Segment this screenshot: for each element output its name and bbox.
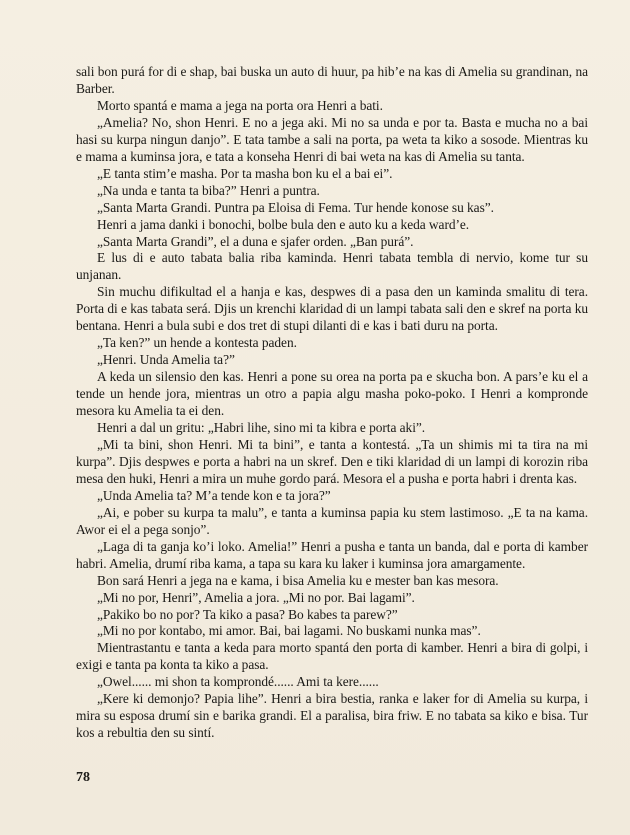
paragraph: „Henri. Unda Amelia ta?” — [97, 352, 235, 368]
paragraph: Bon sará Henri a jega na e kama, i bisa Amelia ku e mester ban kas mesora. — [97, 572, 499, 588]
paragraph: „Amelia? No, shon Henri. E no a jega aki. Mi no sa unda e por ta. Basta e mucha no a bai hasi su kurpa ningun danjo”. E tata tambe a sali na porta, pa weta ta kiko a sosode. Mientras ku e mama a kuminsa jora, e tata a konseha Henri di bai weta na kas di Amelia su tanta. — [76, 114, 588, 164]
paragraph: Mientrastantu e tanta a keda para morto spantá den porta di kamber. Henri a bira di golpi, i exigi e tanta pa konta ta kiko a pasa. — [76, 640, 588, 673]
body-text — [76, 64, 588, 742]
paragraph: „Santa Marta Grandi”, el a duna e sjafer orden. „Ban purá”. — [97, 233, 414, 249]
paragraph: „Owel...... mi shon ta komprondé...... Ami ta kere...... — [97, 674, 379, 690]
paragraph: „Mi ta bini, shon Henri. Mi ta bini”, e tanta a kontestá. „Ta un shimis mi ta tira na mi kurpa”. Djis despwes e porta a habri na un skref. Den e tiki klaridad di un lampi di korozin riba mesa den huki, Henri a mira un muhe gordo pará. Mesora el a pusha e porta habri i drenta kas. — [76, 436, 588, 486]
paragraph: „Unda Amelia ta? M’a tende kon e ta jora?” — [97, 487, 331, 503]
paragraph: „Santa Marta Grandi. Puntra pa Eloisa di Fema. Tur hende konose su kas”. — [97, 199, 494, 215]
paragraph: Morto spantá e mama a jega na porta ora Henri a bati. — [97, 97, 383, 113]
paragraph: Henri a jama danki i bonochi, bolbe bula den e auto ku a keda ward’e. — [97, 216, 470, 232]
paragraph: „Mi no por kontabo, mi amor. Bai, bai lagami. No buskami nunka mas”. — [97, 623, 481, 639]
paragraph: „Ta ken?” un hende a kontesta paden. — [97, 335, 297, 351]
paragraph: „Kere ki demonjo? Papia lihe”. Henri a bira bestia, ranka e laker for di Amelia su kurpa, i mira su esposa drumí sin e barika grandi. El a paralisa, bira friw. E no tabata sa kiko e bisa. Tur kos a rebultia den su sintí. — [76, 691, 588, 741]
paragraph: Henri a dal un gritu: „Habri lihe, sino mi ta kibra e porta aki”. — [97, 420, 426, 436]
page-number: 78 — [76, 770, 90, 785]
paragraph: Sin muchu difikultad el a hanja e kas, despwes di a pasa den un kaminda smalitu di tera. Porta di e kas tabata será. Djis un krenchi klaridad di un lampi tabata sali den e skref na porta ku bentana. Henri a bula subi e dos tret di stupi dilanti di e kas i bati duru na porta. — [76, 284, 588, 334]
paragraph: „E tanta stim’e masha. Por ta masha bon ku el a bai ei”. — [97, 165, 393, 181]
paragraph: „Pakiko bo no por? Ta kiko a pasa? Bo kabes ta parew?” — [97, 606, 398, 622]
paragraph: „Na unda e tanta ta biba?” Henri a puntra. — [97, 182, 320, 198]
paragraph: sali bon purá for di e shap, bai buska un auto di huur, pa hib’e na kas di Amelia su grandinan, na Barber. — [76, 64, 588, 96]
paragraph: A keda un silensio den kas. Henri a pone su orea na porta pa e skucha bon. A pars’e ku el a tende un hende jora, mientras un otro a papia algu masha poko-poko. I Henri a kompronde mesora ku Amelia ta ei den. — [76, 369, 588, 419]
paragraph: E lus di e auto tabata balia riba kaminda. Henri tabata tembla di nervio, kome tur su unjanan. — [76, 250, 588, 283]
paragraph: „Ai, e pober su kurpa ta malu”, e tanta a kuminsa papia ku stem lastimoso. „E ta na kama. Awor ei el a pega sonjo”. — [76, 504, 588, 537]
paragraph: „Laga di ta ganja ko’i loko. Amelia!” Henri a pusha e tanta un banda, dal e porta di kamber habri. Amelia, drumí riba kama, a tapa su kara ku laker i kuminsa jora amargamente. — [76, 538, 588, 571]
paragraph: „Mi no por, Henri”, Amelia a jora. „Mi no por. Bai lagami”. — [97, 589, 415, 605]
